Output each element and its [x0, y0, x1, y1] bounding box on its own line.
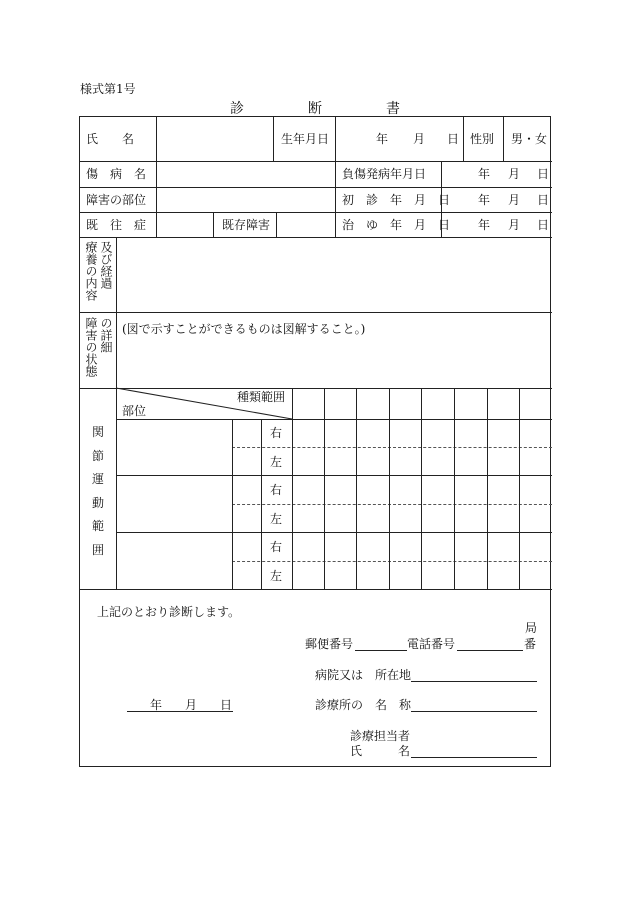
rom-label-char: 動 — [91, 495, 104, 510]
label-injury-date: 負傷発病年月日 — [342, 167, 427, 181]
year-label: 年 — [478, 193, 491, 207]
year-label: 年 — [478, 218, 491, 232]
hospital-address-label: 病院又は 所在地 — [315, 668, 412, 682]
title-char: 書 — [386, 101, 400, 117]
rom-label — [91, 425, 105, 557]
address-underline — [411, 681, 537, 682]
phone-underline — [457, 650, 523, 651]
doctor-name-label: 氏 名 — [350, 744, 411, 758]
title-char: 断 — [308, 101, 322, 117]
date-day: 日 — [220, 698, 233, 712]
doctor-name-underline — [411, 757, 537, 758]
treatment-label-line2: 療養の内容 — [84, 241, 98, 301]
diagnosis-form — [79, 116, 551, 767]
rom-left-label: 左 — [270, 512, 283, 526]
rom-left-label: 左 — [270, 455, 283, 469]
treatment-label-line1: 及び経過 — [99, 241, 113, 289]
document-title — [230, 98, 400, 118]
rom-right-label: 右 — [270, 426, 283, 440]
date-month: 月 — [185, 698, 198, 712]
phone-label: 電話番号 — [407, 637, 456, 651]
day-label: 日 — [537, 193, 550, 207]
label-existing-disability: 既存障害 — [222, 218, 271, 232]
rom-right-label: 右 — [270, 483, 283, 497]
bureau-label: 局 — [525, 621, 538, 635]
month-label: 月 — [508, 193, 521, 207]
rom-header-type-range: 種類範囲 — [237, 390, 286, 404]
postal-underline — [355, 650, 407, 651]
year-label: 年 — [478, 167, 491, 181]
year-label: 年 — [376, 132, 389, 146]
label-name — [86, 132, 150, 146]
title-char: 診 — [230, 101, 244, 117]
statement: 上記のとおり診断します。 — [97, 605, 241, 619]
condition-label-line1: の詳細 — [99, 317, 113, 353]
rom-label-char: 囲 — [91, 542, 104, 557]
condition-label-line2: 障害の状態 — [84, 317, 98, 377]
month-label: 月 — [508, 218, 521, 232]
day-label: 日 — [537, 167, 550, 181]
sex-value: 男・女 — [511, 132, 548, 146]
label-birthdate: 生年月日 — [281, 132, 330, 146]
condition-note: (図で示すことができるものは図解すること。) — [122, 322, 366, 336]
rom-right-label: 右 — [270, 540, 283, 554]
label-text: 氏 名 — [86, 132, 135, 146]
date-year: 年 — [150, 698, 163, 712]
date-underline — [127, 711, 233, 712]
label-sex: 性別 — [470, 132, 495, 146]
rom-label-char: 運 — [91, 472, 104, 487]
doctor-label: 診療担当者 — [350, 729, 411, 743]
day-label: 日 — [537, 218, 550, 232]
month-label: 月 — [508, 167, 521, 181]
rom-label-char: 節 — [91, 448, 104, 463]
rom-header-part: 部位 — [122, 404, 147, 418]
label-injury-name: 傷 病 名 — [86, 167, 147, 181]
label-injury-site: 障害の部位 — [86, 193, 147, 207]
label-medical-history: 既 往 症 — [86, 218, 147, 232]
ban-label: 番 — [524, 637, 537, 651]
month-label: 月 — [413, 132, 426, 146]
clinic-name-underline — [411, 711, 537, 712]
form-number: 様式第1号 — [80, 82, 136, 96]
rom-label-char: 範 — [91, 519, 104, 534]
postal-label: 郵便番号 — [305, 637, 354, 651]
rom-left-label: 左 — [270, 569, 283, 583]
label-cure-date: 治 ゆ 年 月 日 — [342, 218, 451, 232]
day-label: 日 — [447, 132, 460, 146]
clinic-name-label: 診療所の 名 称 — [315, 698, 412, 712]
label-first-visit: 初 診 年 月 日 — [342, 193, 451, 207]
rom-label-char: 関 — [91, 425, 104, 439]
